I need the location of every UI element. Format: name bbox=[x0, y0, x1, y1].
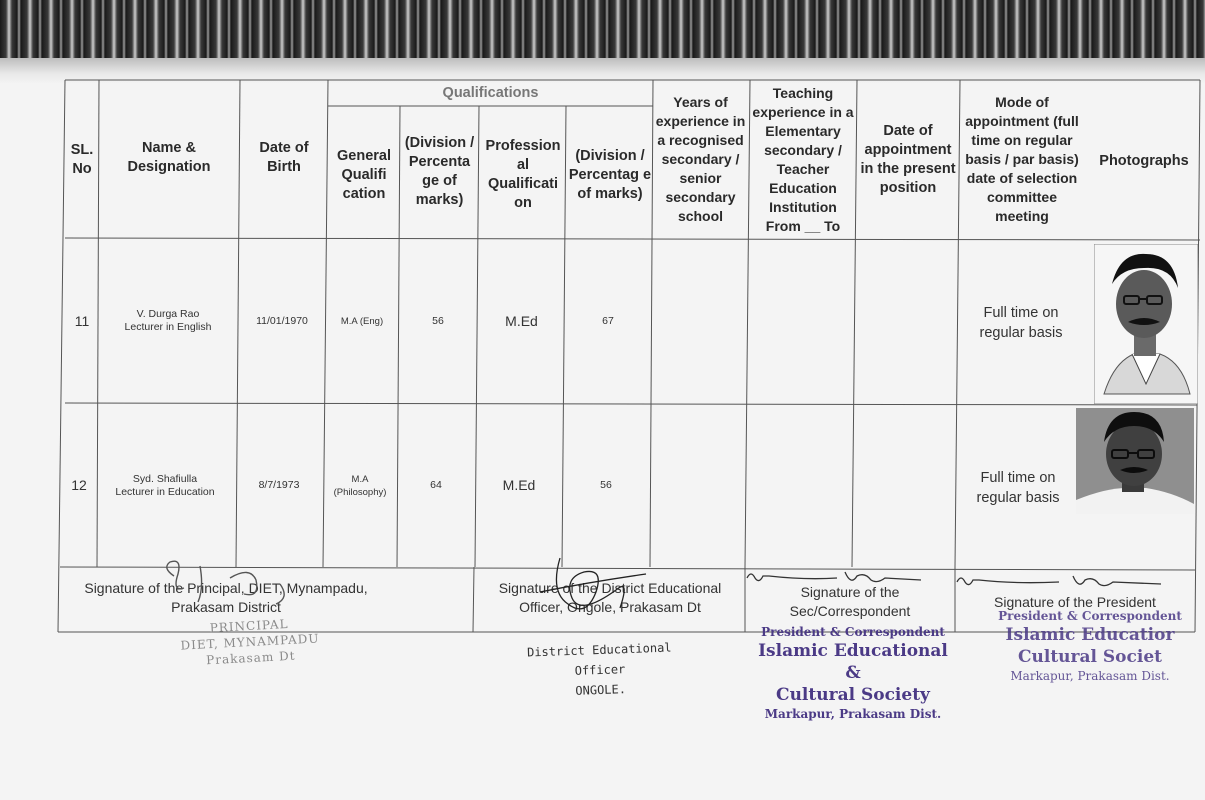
header-professional-qualification-text: Profession al Qualificati on bbox=[485, 138, 561, 211]
president-stamp-line2: Islamic Educatior bbox=[1005, 625, 1175, 645]
secretary-signature-text: Signature of the Sec/Correspondent bbox=[789, 584, 911, 619]
header-teaching-experience bbox=[751, 82, 855, 237]
row-2-dob bbox=[236, 476, 322, 494]
header-professional-qualification bbox=[481, 120, 565, 230]
header-photographs bbox=[1088, 145, 1200, 177]
president-stamp-line3: Cultural Societ bbox=[1017, 647, 1162, 667]
header-years-experience-text: Years of experience in a recognised secondary / senior secondary school bbox=[655, 94, 746, 224]
row-1-mode bbox=[960, 300, 1082, 346]
header-name-text: Name & Designation bbox=[127, 140, 211, 175]
row-2-division-2-text: 56 bbox=[600, 478, 612, 491]
president-stamp-line4: Markapur, Prakasam Dist. bbox=[1010, 669, 1170, 683]
row-2-division-1-text: 64 bbox=[430, 478, 442, 491]
header-mode-of-appointment-text: Mode of appointment (full time on regular basis / par basis) date of selection committee meeting bbox=[965, 94, 1079, 224]
row-2-division-2 bbox=[562, 476, 650, 494]
row-1-dob-text: 11/01/1970 bbox=[256, 314, 308, 327]
row-1-designation-text: Lecturer in English bbox=[124, 321, 212, 333]
row-2-photograph bbox=[1076, 408, 1194, 514]
principal-handwritten-signature bbox=[160, 558, 300, 613]
row-1-division-1-text: 56 bbox=[432, 314, 444, 327]
secretary-stamp-line2: Islamic Educational & bbox=[758, 641, 948, 683]
header-name bbox=[110, 128, 228, 188]
principal-stamp-line3: Prakasam Dt bbox=[205, 648, 296, 668]
principal-stamp-line2: DIET, MYNAMPADU bbox=[180, 631, 320, 653]
header-mode-of-appointment bbox=[962, 82, 1082, 237]
header-general-qualification-text: General Qualifi cation bbox=[337, 147, 391, 202]
secretary-stamp-line4: Markapur, Prakasam Dist. bbox=[764, 707, 942, 721]
secretary-stamp-line1: President & Correspondent bbox=[761, 625, 945, 639]
row-2-name-text: Syd. Shafiulla bbox=[132, 473, 198, 485]
row-1-name bbox=[100, 305, 236, 337]
row-1-sl-text: 11 bbox=[74, 313, 90, 329]
president-stamp bbox=[990, 608, 1190, 684]
president-signature-text: Signature of the President bbox=[994, 593, 1156, 610]
row-1-professional-qualification-text: M.Ed bbox=[505, 313, 538, 329]
row-2-designation-text: Lecturer in Education bbox=[115, 486, 215, 498]
row-1-division-1 bbox=[400, 312, 476, 330]
row-1-division-2 bbox=[565, 312, 651, 330]
header-years-experience bbox=[654, 82, 747, 237]
header-teaching-experience-text: Teaching experience in a Elementary secondary / Teacher Education Institution From __ To bbox=[752, 84, 854, 234]
row-2-mode bbox=[957, 465, 1079, 511]
president-stamp-line1: President & Correspondent bbox=[998, 609, 1182, 623]
header-division-1 bbox=[402, 112, 477, 232]
deo-stamp bbox=[504, 637, 696, 704]
header-qualifications bbox=[328, 82, 653, 104]
president-handwritten-signature bbox=[955, 572, 1165, 594]
deo-signature-text: Signature of the District Educational Officer, Ongole, Prakasam Dt bbox=[498, 580, 722, 615]
header-date-of-appointment bbox=[858, 100, 958, 220]
row-2-name bbox=[98, 470, 232, 502]
header-division-2 bbox=[568, 120, 652, 230]
secretary-handwritten-signature bbox=[745, 568, 925, 590]
principal-stamp bbox=[159, 613, 341, 670]
header-dob bbox=[246, 128, 322, 188]
row-1-sl bbox=[66, 308, 98, 334]
row-1-mode-text: Full time on regular basis bbox=[979, 305, 1063, 341]
header-dob-text: Date of Birth bbox=[259, 140, 309, 175]
row-2-mode-text: Full time on regular basis bbox=[976, 470, 1060, 506]
row-1-general-qualification-text: M.A (Eng) bbox=[340, 315, 384, 327]
deo-stamp-line2: ONGOLE. bbox=[575, 682, 627, 698]
header-sl-no bbox=[66, 130, 98, 190]
header-division-1-text: (Division / Percenta ge of marks) bbox=[404, 135, 475, 208]
header-photographs-text: Photographs bbox=[1099, 152, 1189, 169]
row-2-general-qualification bbox=[323, 470, 397, 502]
row-1-division-2-text: 67 bbox=[602, 314, 614, 327]
header-qualifications-text: Qualifications bbox=[442, 84, 539, 101]
row-1-general-qualification bbox=[326, 312, 398, 330]
header-general-qualification bbox=[331, 130, 397, 220]
row-2-professional-qualification-text: M.Ed bbox=[502, 477, 536, 493]
row-2-sl bbox=[62, 472, 96, 498]
row-1-photograph bbox=[1094, 244, 1198, 404]
row-2-professional-qualification bbox=[476, 474, 562, 496]
header-division-2-text: (Division / Percentag e of marks) bbox=[568, 147, 652, 202]
row-2-general-qualification-text: M.A (Philosophy) bbox=[333, 474, 387, 498]
principal-stamp-line1: PRINCIPAL bbox=[209, 616, 289, 636]
row-1-name-text: V. Durga Rao bbox=[136, 308, 200, 320]
deo-stamp-line1: District Educational Officer bbox=[526, 640, 672, 678]
principal-signature-text: Signature of the Principal, DIET, Mynampadu, Prakasam District bbox=[84, 580, 368, 615]
secretary-stamp bbox=[748, 624, 958, 722]
deo-handwritten-signature bbox=[520, 552, 660, 624]
row-2-division-1 bbox=[397, 476, 475, 494]
header-date-of-appointment-text: Date of appointment in the present position bbox=[860, 123, 956, 196]
row-2-dob-text: 8/7/1973 bbox=[258, 478, 300, 491]
row-1-dob bbox=[240, 312, 324, 330]
secretary-stamp-line3: Cultural Society bbox=[776, 685, 930, 705]
header-sl-no-text: SL. No bbox=[70, 142, 94, 177]
row-1-professional-qualification bbox=[479, 310, 564, 332]
row-2-sl-text: 12 bbox=[71, 477, 87, 493]
